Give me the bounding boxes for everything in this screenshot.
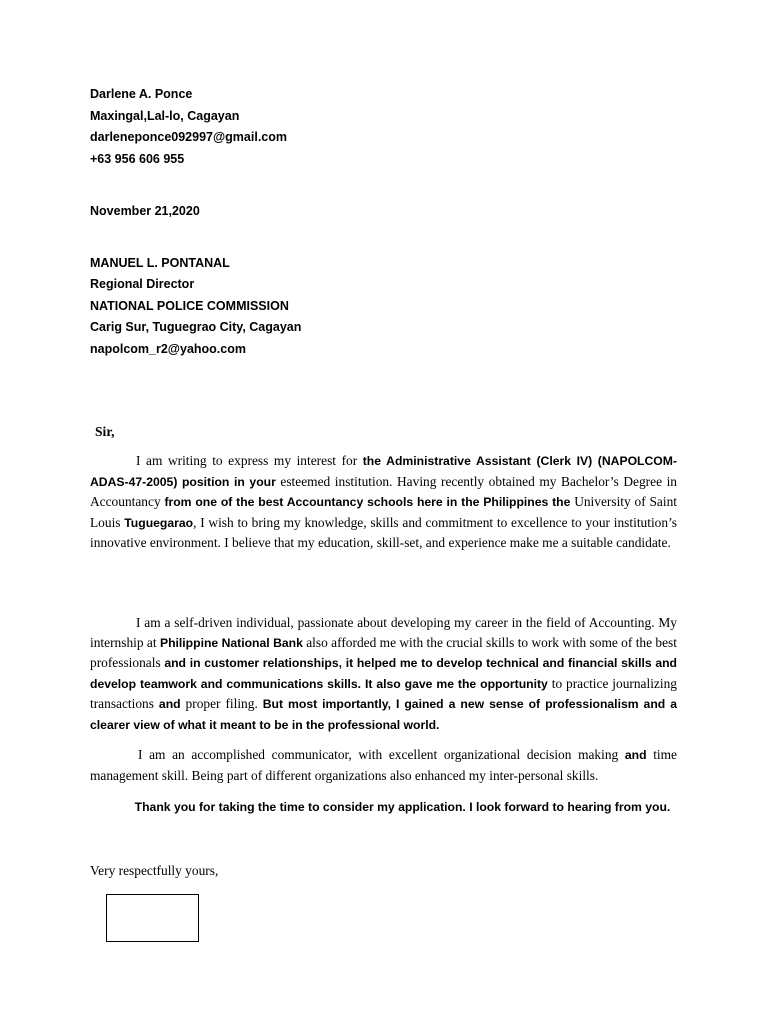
intro-bold-position: the Administrative Assistant (Clerk IV) (NAPOLCOM-ADAS-47-2005) position in your <box>90 454 677 489</box>
recipient-organization: NATIONAL POLICE COMMISSION <box>90 299 289 313</box>
experience-text-2: also afforded me with the crucial skills to work with some of the best professionals <box>90 634 677 670</box>
recipient-address: Carig Sur, Tuguegrao City, Cagayan <box>90 320 302 334</box>
intro-text-2: esteemed institution. Having recently obtained my Bachelor’s Degree in Accountancy <box>90 473 677 509</box>
communicator-bold-and: and <box>624 748 647 762</box>
communicator-text-2: time management skill. Being part of different organizations also enhanced my inter-personal skills. <box>90 747 677 783</box>
intro-bold-city: Tuguegarao <box>124 515 194 530</box>
closing: Very respectfully yours, <box>90 863 219 878</box>
recipient-name: MANUEL L. PONTANAL <box>90 256 230 270</box>
recipient-email: napolcom_r2@yahoo.com <box>90 342 246 356</box>
experience-text-3: to practice journalizing transactions <box>90 675 677 711</box>
intro-text-1: I am writing to express my interest for <box>136 453 363 468</box>
sender-email: darleneponce092997@gmail.com <box>90 130 287 144</box>
paragraph-communicator <box>90 745 677 785</box>
experience-bold-bank: Philippine National Bank <box>159 635 303 650</box>
experience-text-1: I am a self-driven individual, passionate about developing my career in the field of Accounting. My internship at <box>90 615 677 650</box>
experience-bold-professionalism: But most importantly, I gained a new sense of professionalism and a clearer view of what it meant to be in the professional world. <box>90 697 677 732</box>
thank-you-line: Thank you for taking the time to consider my application. I look forward to hearing from you. <box>134 800 671 814</box>
intro-text-3: University of Saint Louis <box>90 494 677 530</box>
intro-bold-school: from one of the best Accountancy schools here in the Philippines the <box>164 495 571 509</box>
salutation: Sir, <box>95 424 115 439</box>
communicator-text-1: I am an accomplished communicator, with excellent organizational decision making <box>138 747 625 762</box>
experience-text-4: proper filing. <box>180 696 263 711</box>
experience-bold-and: and <box>158 697 181 711</box>
letter-date: November 21,2020 <box>90 204 200 218</box>
sender-address: Maxingal,Lal-lo, Cagayan <box>90 109 240 123</box>
signature-box <box>106 894 199 942</box>
paragraph-intro <box>90 451 677 553</box>
experience-bold-skills: and in customer relationships, it helped me to develop technical and financial skills and develop teamwork and communications skills. It also gave me the opportunity <box>90 656 677 691</box>
intro-text-4: , I wish to bring my knowledge, skills and commitment to excellence to your institution’s innovative environment. I believe that my education, skill-set, and experience make me a suitable candidate. <box>90 514 678 550</box>
paragraph-experience <box>90 613 677 735</box>
sender-name: Darlene A. Ponce <box>90 87 193 101</box>
sender-phone: +63 956 606 955 <box>90 152 185 166</box>
recipient-title: Regional Director <box>90 277 195 291</box>
